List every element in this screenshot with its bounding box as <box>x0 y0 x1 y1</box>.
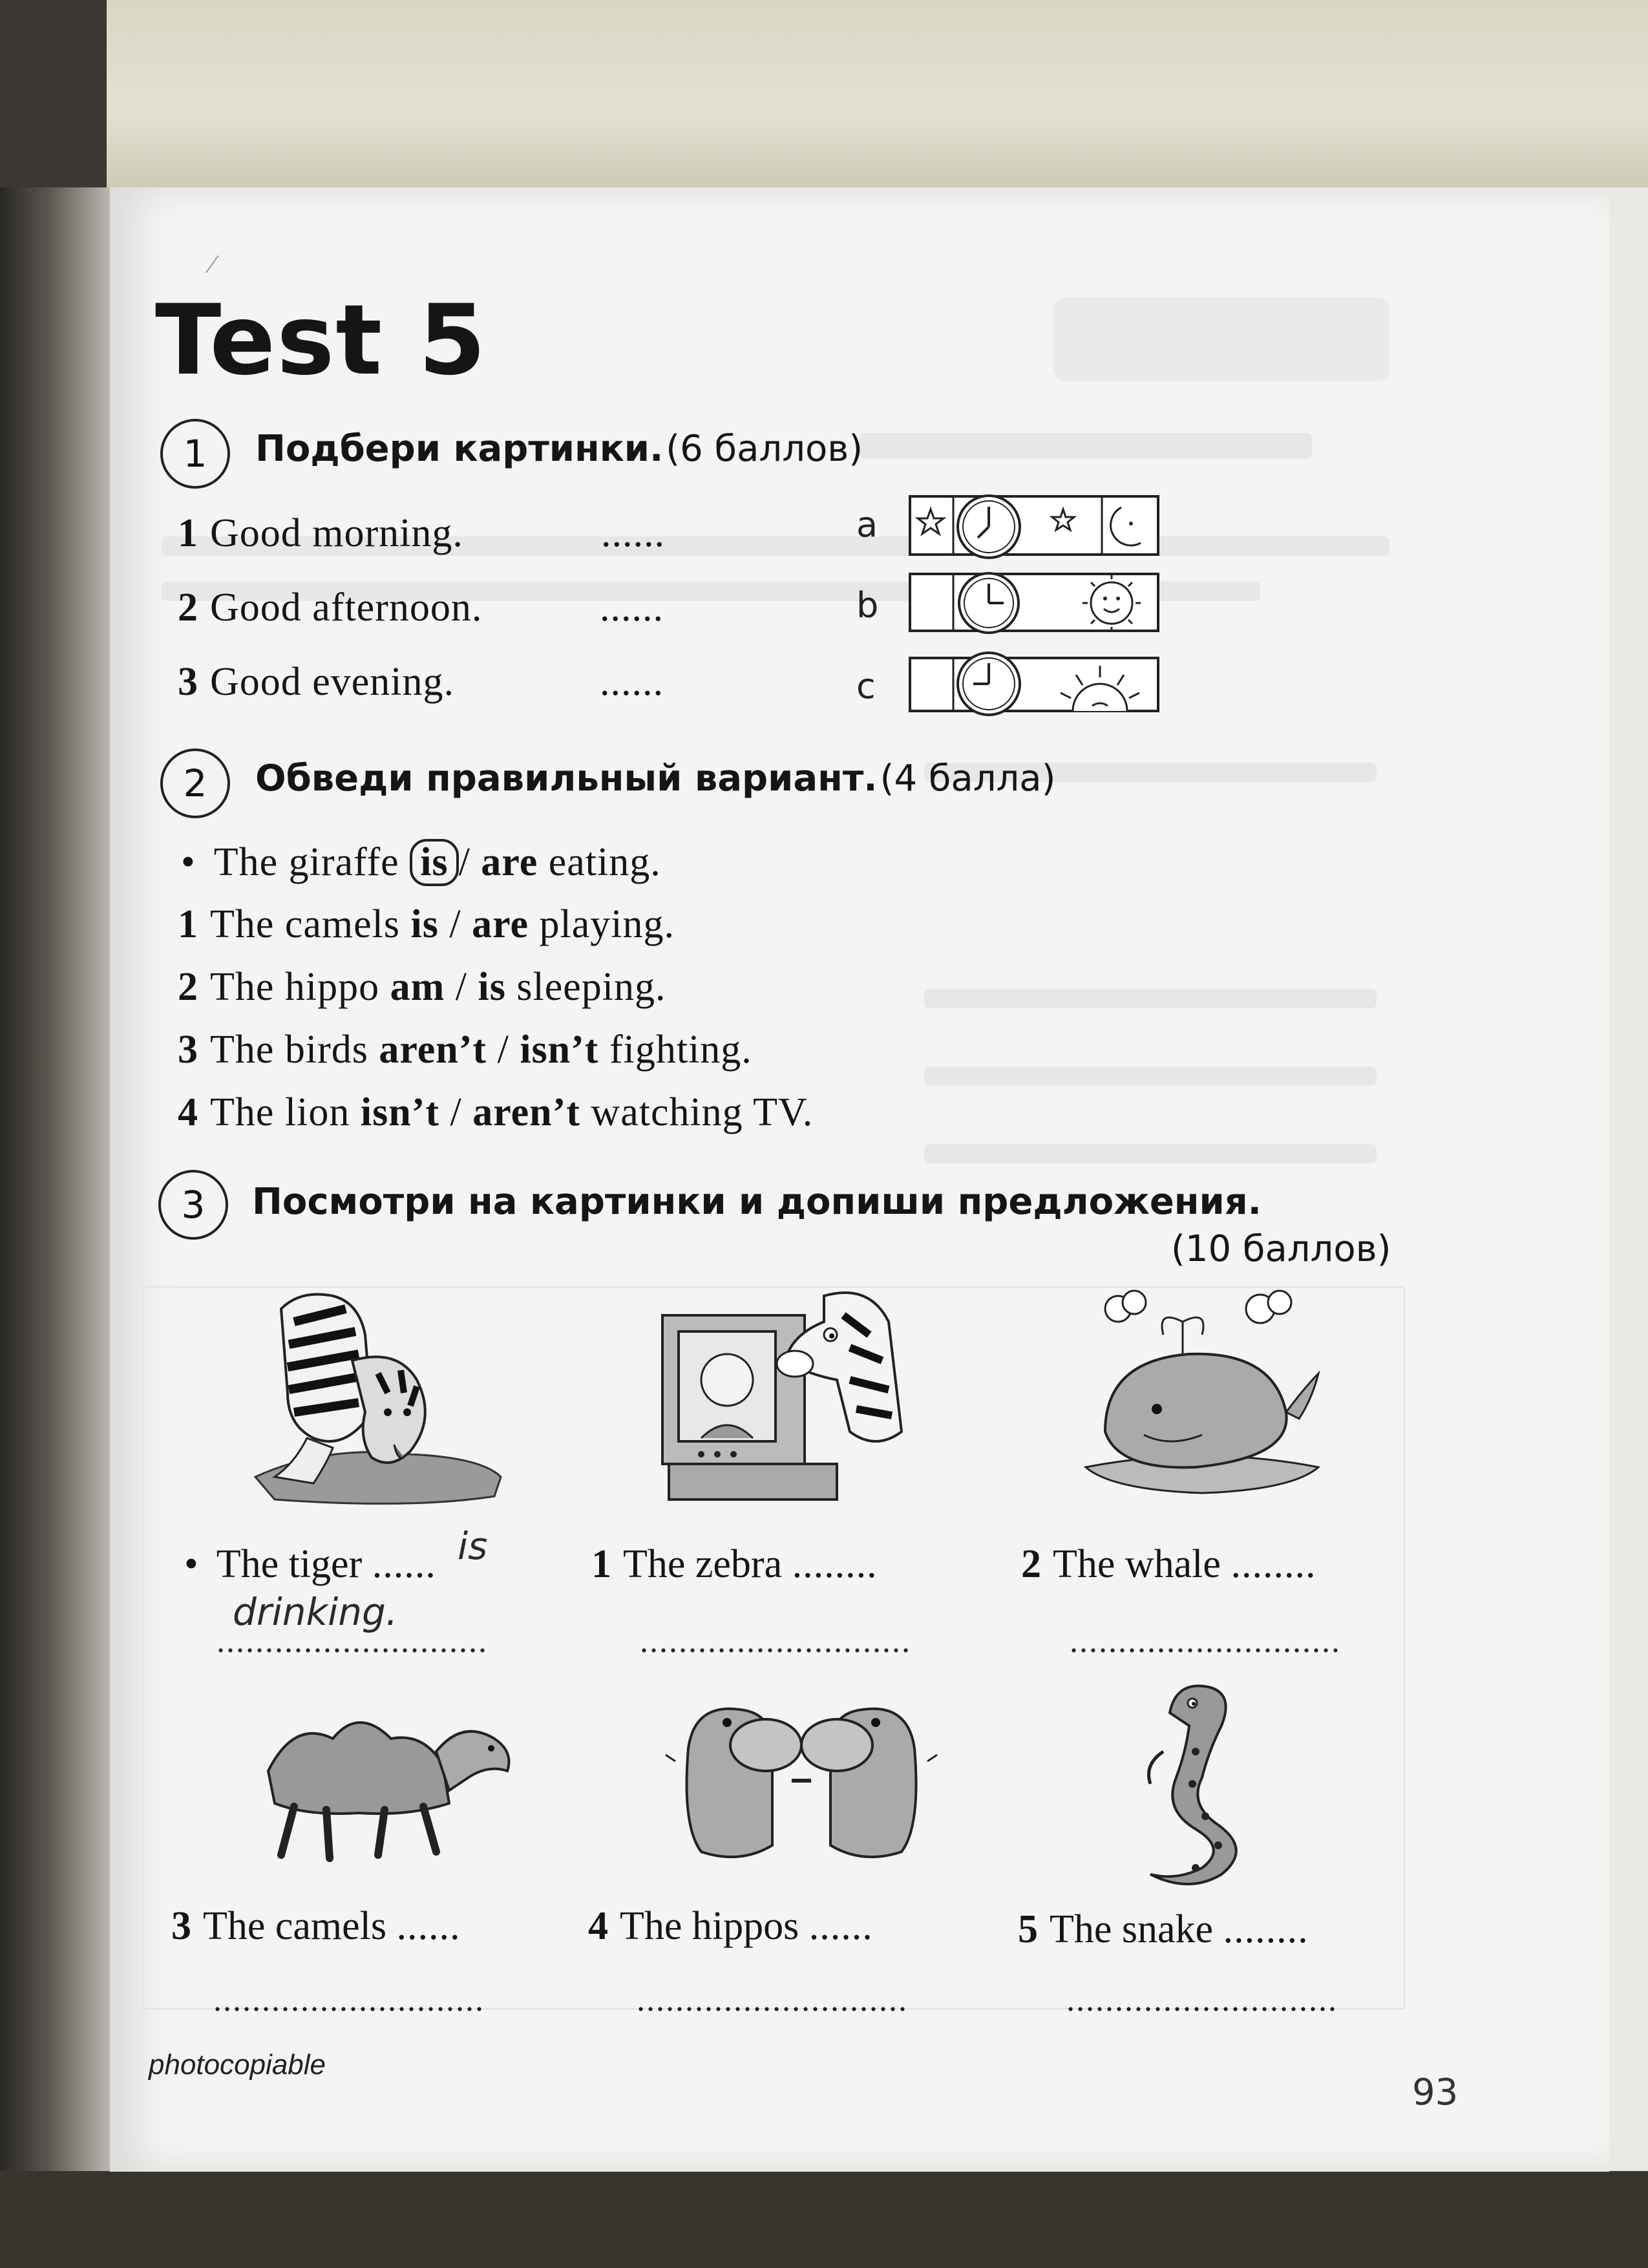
choice-option-1[interactable]: isn’t <box>360 1090 439 1134</box>
complete-item-2 <box>1021 1542 1316 1587</box>
choice-start: The camels <box>210 902 401 946</box>
choice-start: The birds <box>210 1028 368 1072</box>
complete-item-4 <box>588 1903 873 1949</box>
choice-start: The lion <box>210 1090 350 1134</box>
section1-number: 1 <box>160 419 230 489</box>
complete-item-text: The snake <box>1050 1907 1214 1951</box>
handwritten-answer-drinking: drinking. <box>233 1590 398 1634</box>
choice-start: The hippo <box>210 965 380 1009</box>
choice-end: sleeping. <box>516 965 666 1009</box>
match-item-1-blank[interactable]: ...... <box>601 511 665 555</box>
section2-heading <box>255 758 1055 800</box>
match-item-3-blank[interactable]: ...... <box>600 660 664 704</box>
scanner-bottom-area <box>0 2171 1648 2268</box>
option-letter-b: b <box>856 585 879 626</box>
complete-example-text: The tiger <box>216 1542 363 1586</box>
complete-example-line[interactable]: ............................ <box>217 1623 488 1660</box>
complete-item-dots: ........ <box>1223 1907 1309 1951</box>
section2-points: (4 балла) <box>880 758 1056 800</box>
scanner-top-area <box>0 0 1648 187</box>
choice-separator: / <box>449 902 461 946</box>
section3-number: 3 <box>158 1170 228 1240</box>
complete-item-text: The hippos <box>620 1904 799 1948</box>
complete-item-3-line[interactable]: ............................ <box>213 1982 485 2019</box>
choice-example <box>181 839 661 886</box>
choice-option-1[interactable]: is <box>410 902 439 946</box>
choice-end: playing. <box>539 902 675 946</box>
match-item-number: 2 <box>178 586 198 630</box>
complete-item-1 <box>591 1542 878 1587</box>
page-right-edge <box>1609 187 1648 2268</box>
bullet: • <box>184 1542 198 1586</box>
book-spine-shadow <box>0 187 123 2268</box>
choice-item-4 <box>178 1090 813 1136</box>
complete-item-number: 4 <box>588 1904 608 1948</box>
choice-separator: / <box>458 840 470 884</box>
choice-option-1-circled[interactable]: is <box>410 839 458 886</box>
handwritten-answer-is: is <box>458 1524 488 1568</box>
choice-option-2[interactable]: isn’t <box>520 1028 599 1072</box>
choice-item-number: 1 <box>178 902 198 946</box>
complete-item-text: The zebra <box>623 1542 783 1586</box>
complete-item-5 <box>1018 1907 1309 1953</box>
complete-example <box>184 1542 436 1587</box>
section1-instruction: Подбери картинки. <box>255 428 664 470</box>
whale-picture <box>1079 1283 1325 1506</box>
complete-item-dots: ........ <box>1231 1542 1316 1586</box>
choice-item-2 <box>178 964 666 1010</box>
match-item-2-blank[interactable]: ...... <box>600 586 664 630</box>
bullet: • <box>181 840 196 884</box>
section1-points: (6 баллов) <box>666 428 863 470</box>
choice-separator: / <box>497 1028 509 1072</box>
section2-instruction: Обведи правильный вариант. <box>255 758 878 800</box>
sun-clock-picture[interactable] <box>908 567 1160 639</box>
photocopiable-note: photocopiable <box>149 2049 326 2081</box>
match-item-1 <box>178 511 463 556</box>
complete-item-4-line[interactable]: ............................ <box>637 1982 908 2019</box>
complete-item-dots: ...... <box>808 1904 873 1948</box>
match-item-number: 1 <box>178 511 198 555</box>
choice-end: watching TV. <box>591 1090 814 1134</box>
match-item-text: Good evening. <box>210 660 455 704</box>
complete-item-5-line[interactable]: ............................ <box>1066 1982 1338 2019</box>
choice-option-2[interactable]: are <box>472 902 529 946</box>
tiger-drinking-picture <box>249 1283 507 1516</box>
choice-option-2[interactable]: is <box>478 965 506 1009</box>
option-letter-c: c <box>856 666 876 706</box>
hippos-fighting-picture <box>662 1684 940 1878</box>
choice-item-1 <box>178 902 675 948</box>
choice-separator: / <box>450 1090 462 1134</box>
complete-item-text: The whale <box>1053 1542 1221 1586</box>
section1-heading <box>255 428 863 470</box>
match-item-number: 3 <box>178 660 198 704</box>
choice-end: eating. <box>548 840 661 884</box>
match-item-3 <box>178 659 454 705</box>
choice-item-number: 2 <box>178 965 198 1009</box>
section3-points: (10 баллов) <box>1171 1228 1391 1270</box>
choice-item-number: 3 <box>178 1028 198 1072</box>
complete-item-dots: ...... <box>396 1904 461 1948</box>
match-item-text: Good morning. <box>210 511 463 555</box>
choice-item-number: 4 <box>178 1090 198 1134</box>
sunset-clock-picture[interactable] <box>908 646 1160 721</box>
complete-example-dots: ...... <box>372 1542 436 1586</box>
complete-item-text: The camels <box>203 1904 387 1948</box>
match-item-text: Good afternoon. <box>210 586 483 630</box>
pencil-mark: ⁄ <box>210 249 215 279</box>
choice-option-2[interactable]: aren’t <box>472 1090 580 1134</box>
choice-option-1[interactable]: am <box>390 965 445 1009</box>
complete-item-1-line[interactable]: ............................ <box>640 1623 911 1660</box>
snake-picture <box>1125 1674 1280 1894</box>
night-sky-clock-picture[interactable] <box>908 491 1160 562</box>
choice-separator: / <box>455 965 468 1009</box>
complete-item-dots: ........ <box>792 1542 878 1586</box>
zebra-tv-picture <box>656 1283 927 1516</box>
show-through-heading-shape <box>1047 271 1402 414</box>
scanner-corner <box>0 0 107 187</box>
camels-picture <box>255 1693 527 1868</box>
section2-number: 2 <box>160 748 230 818</box>
option-letter-a: a <box>856 504 878 545</box>
choice-option-1[interactable]: aren’t <box>379 1028 487 1072</box>
complete-item-number: 3 <box>171 1904 191 1948</box>
choice-end: fighting. <box>609 1028 752 1072</box>
complete-item-number: 5 <box>1018 1907 1038 1951</box>
page-number: 93 <box>1412 2072 1459 2114</box>
complete-item-3 <box>171 1903 461 1949</box>
match-item-2 <box>178 585 482 631</box>
choice-item-3 <box>178 1027 752 1073</box>
page-title: Test 5 <box>155 284 487 397</box>
complete-item-number: 1 <box>591 1542 611 1586</box>
complete-item-2-line[interactable]: ............................ <box>1070 1623 1341 1660</box>
choice-start: The giraffe <box>213 840 399 884</box>
choice-option-2[interactable]: are <box>481 840 538 884</box>
section3-instruction: Посмотри на картинки и допиши предложения. <box>252 1181 1262 1223</box>
complete-item-number: 2 <box>1021 1542 1041 1586</box>
